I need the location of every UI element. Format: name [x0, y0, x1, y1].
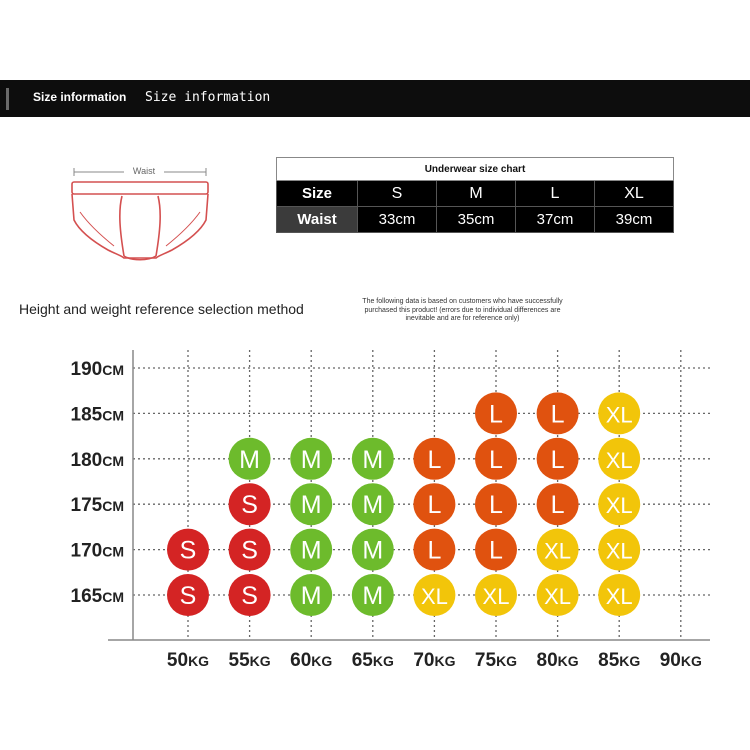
x-tick-label: 70KG [413, 650, 456, 670]
size-dot-label: M [362, 445, 384, 474]
size-header-row [277, 181, 674, 207]
size-cell: XL [595, 181, 674, 207]
size-dot-label: S [179, 582, 197, 610]
size-dot-label: L [489, 536, 503, 565]
size-dot-label: M [362, 536, 384, 565]
size-table-title: Underwear size chart [277, 158, 674, 181]
size-header-label: Size [277, 181, 358, 207]
size-dot-label: M [300, 445, 322, 474]
waist-row [277, 207, 674, 233]
size-cell: L [516, 181, 595, 207]
x-tick-label: 65KG [351, 650, 394, 670]
size-dot-label: L [489, 491, 503, 520]
size-dot-label: L [550, 400, 565, 429]
size-dot-label: M [362, 582, 384, 610]
banner-accent-bar [6, 88, 9, 110]
waist-row-label: Waist [277, 207, 358, 233]
size-dot-label: M [300, 582, 322, 610]
size-dot-label: S [241, 582, 258, 610]
x-tick-label: 55KG [228, 650, 271, 670]
y-tick-label: 175CM [70, 495, 124, 517]
waist-cell: 35cm [437, 207, 516, 233]
y-tick-label: 190CM [70, 359, 124, 380]
size-dot-label: XL [605, 584, 633, 609]
size-dot-label: L [550, 491, 565, 520]
size-dot-label: XL [482, 584, 510, 609]
waist-label: Waist [132, 166, 156, 176]
size-dot-label: M [362, 491, 384, 520]
size-dot-label: L [489, 400, 503, 429]
size-dot-label: XL [605, 402, 633, 428]
size-dot-label: M [300, 491, 322, 520]
selection-method-title: Height and weight reference selection method [19, 301, 304, 317]
size-dot-label: M [239, 445, 261, 474]
y-tick-label: 180CM [70, 449, 124, 471]
note-line: The following data is based on customers who have successfully [362, 298, 563, 305]
size-dot-label: L [427, 536, 442, 565]
underwear-size-table [276, 157, 674, 233]
banner-label-mono: Size information [145, 90, 271, 105]
size-dot-label: S [179, 536, 197, 565]
selection-note [350, 298, 575, 324]
y-tick-label: 165CM [70, 586, 124, 607]
x-tick-label: 75KG [474, 650, 518, 670]
size-dot-label: XL [544, 538, 572, 564]
x-tick-label: 85KG [598, 650, 641, 670]
size-dot-label: XL [605, 538, 633, 564]
x-tick-label: 60KG [290, 650, 333, 670]
size-dot-label: XL [544, 584, 572, 609]
size-dot-label: M [300, 536, 322, 565]
size-dot-label: XL [605, 447, 633, 473]
x-tick-label: 80KG [536, 650, 579, 670]
size-dot-label: S [241, 491, 258, 520]
size-cell: M [437, 181, 516, 207]
size-dot-label: XL [605, 493, 633, 519]
height-weight-chart [0, 330, 750, 670]
x-tick-label: 50KG [166, 650, 210, 670]
size-info-banner [0, 80, 750, 117]
y-tick-label: 185CM [70, 404, 124, 426]
banner-label: Size information [33, 90, 127, 104]
briefs-illustration [60, 160, 220, 270]
waist-cell: 39cm [595, 207, 674, 233]
size-dot-label: S [241, 536, 258, 565]
size-dot-label: L [427, 491, 442, 520]
size-dot-label: L [489, 445, 503, 474]
y-tick-label: 170CM [70, 540, 124, 562]
x-tick-label: 90KG [659, 650, 702, 670]
waist-cell: 33cm [358, 207, 437, 233]
size-cell: S [358, 181, 437, 207]
size-dot-label: L [550, 445, 565, 474]
size-dot-label: XL [420, 584, 448, 609]
note-line: inevitable and are for reference only) [405, 315, 520, 322]
size-dot-label: L [427, 445, 442, 474]
waist-cell: 37cm [516, 207, 595, 233]
note-line: purchased this product! (errors due to individual differences are [364, 306, 561, 314]
